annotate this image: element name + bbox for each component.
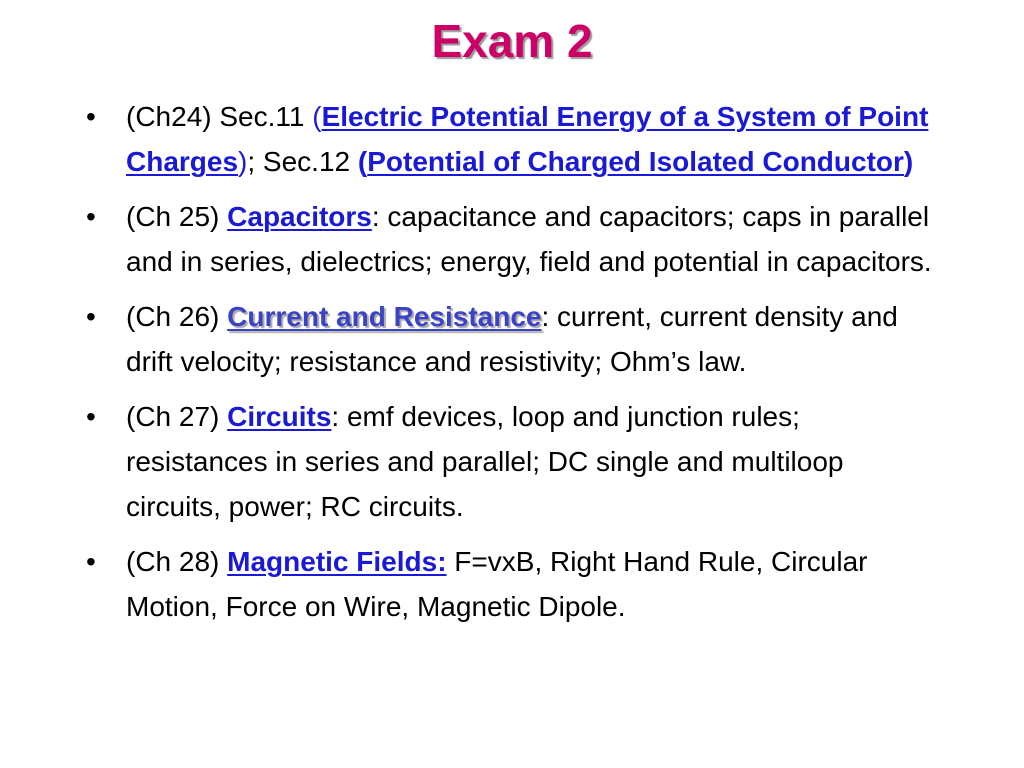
topic-description: : emf devices, loop and junction rules; resistances in series and parallel; DC single and multiloop circuits, power; RC circuits. bbox=[126, 401, 844, 522]
link-potential-isolated-conductor[interactable]: Potential of Charged Isolated Conductor bbox=[367, 146, 904, 177]
bullet-icon: • bbox=[86, 301, 96, 332]
link-magnetic-fields[interactable]: Magnetic Fields: bbox=[227, 546, 447, 577]
link-capacitors[interactable]: Capacitors bbox=[227, 201, 372, 232]
list-item-ch27 bbox=[0, 394, 941, 529]
section-text: ; Sec.12 bbox=[247, 146, 358, 177]
chapter-label: (Ch 26) bbox=[126, 301, 228, 332]
chapter-label: (Ch 27) bbox=[126, 401, 228, 432]
chapter-label: (Ch 28) bbox=[126, 546, 228, 577]
topic-description: : current, current density and drift velocity; resistance and resistivity; Ohm’s law. bbox=[126, 301, 898, 377]
list-item-ch25 bbox=[0, 194, 941, 284]
topic-description: F=vxB, Right Hand Rule, Circular Motion, Force on Wire, Magnetic Dipole. bbox=[126, 546, 868, 622]
chapter-label: (Ch24) Sec.11 bbox=[126, 101, 313, 132]
close-paren: ) bbox=[238, 146, 248, 177]
bullet-icon: • bbox=[86, 401, 96, 432]
open-paren: ( bbox=[357, 146, 368, 177]
bullet-icon: • bbox=[86, 101, 96, 132]
link-current-and-resistance[interactable]: Current and Resistance bbox=[227, 301, 542, 332]
slide-title: Exam 2 bbox=[431, 15, 593, 67]
list-item-ch28 bbox=[0, 539, 941, 629]
list-item-ch26 bbox=[0, 294, 941, 384]
link-circuits[interactable]: Circuits bbox=[227, 401, 332, 432]
close-paren: ) bbox=[903, 146, 914, 177]
chapter-label: (Ch 25) bbox=[126, 201, 228, 232]
list-item-ch24 bbox=[0, 94, 941, 184]
topic-description: : capacitance and capacitors; caps in parallel and in series, dielectrics; energy, field and potential in capacitors. bbox=[126, 201, 932, 277]
bullet-icon: • bbox=[86, 546, 96, 577]
open-paren: ( bbox=[312, 101, 322, 132]
topic-list bbox=[0, 94, 1024, 639]
bullet-icon: • bbox=[86, 201, 96, 232]
link-electric-potential-energy[interactable]: Electric Potential Energy of a System of Point Charges bbox=[126, 101, 929, 177]
